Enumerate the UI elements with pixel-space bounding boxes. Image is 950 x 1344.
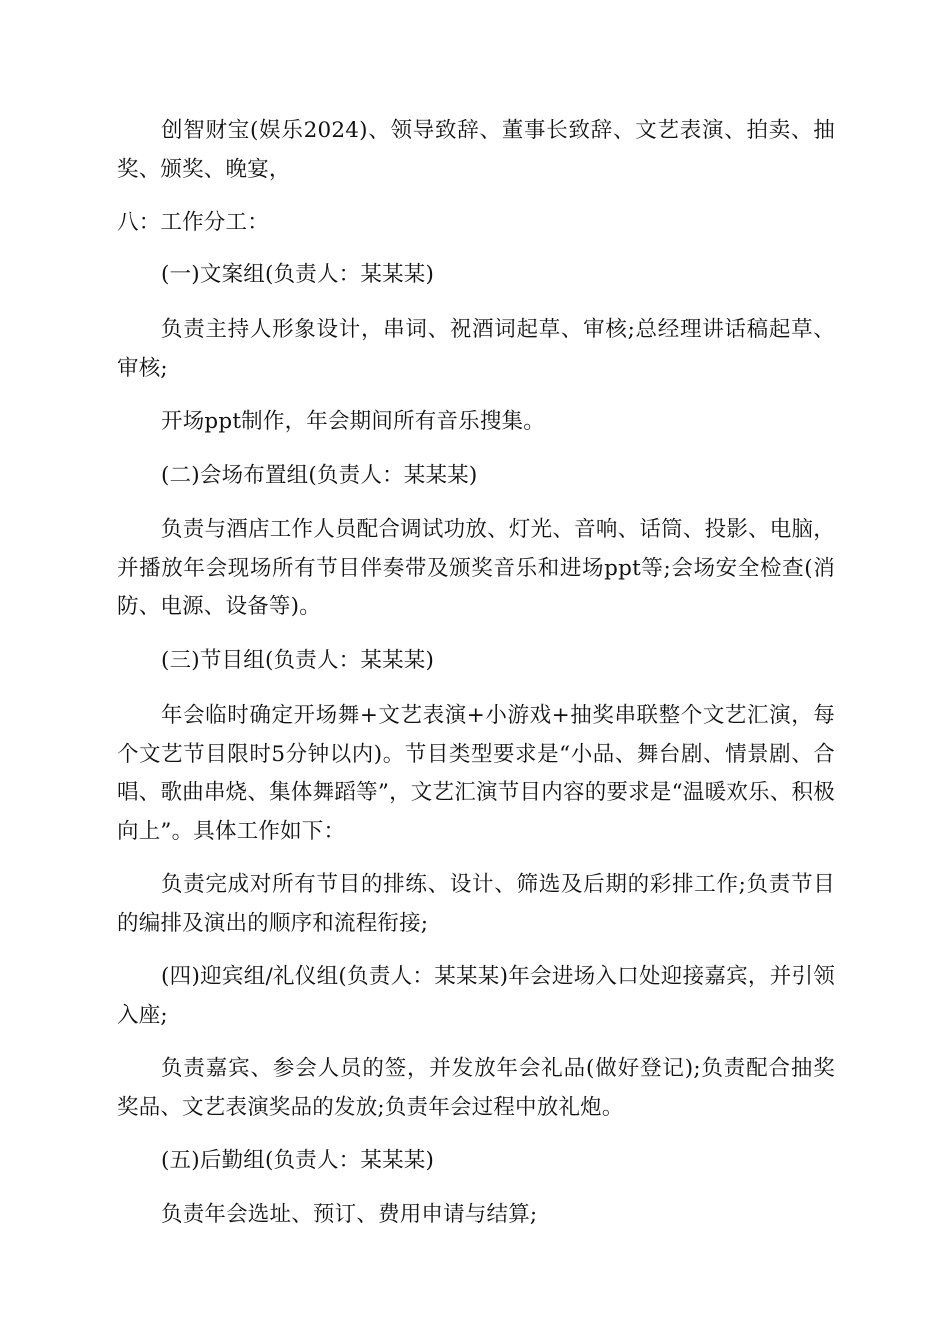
paragraph-program-items: 创智财宝(娱乐2024)、领导致辞、董事长致辞、文艺表演、拍卖、抽奖、颁奖、晚宴， [117,118,835,182]
paragraph-program-requirements: 年会临时确定开场舞+文艺表演+小游戏+抽奖串联整个文艺汇演，每个文艺节目限时5分钟以内)。节目类型要求是“小品、舞台剧、情景剧、合唱、歌曲串烧、集体舞蹈等”，文艺汇演节目内容的要求是“温暖欢乐、积极向上”。具体工作如下： [117,703,835,844]
subheading-logistics-group: (五)后勤组(负责人：某某某) [161,1148,435,1173]
subheading-program-group: (三)节目组(负责人：某某某) [161,648,435,673]
paragraph-ppt-music: 开场ppt制作，年会期间所有音乐搜集。 [161,409,545,434]
paragraph-venue-duties: 负责与酒店工作人员配合调试功放、灯光、音响、话筒、投影、电脑，并播放年会现场所有节目伴奏带及颁奖音乐和进场ppt等;会场安全检查(消防、电源、设备等)。 [117,517,835,619]
paragraph-logistics-duties: 负责年会选址、预订、费用申请与结算; [161,1202,538,1227]
subheading-copywriting-group: (一)文案组(负责人：某某某) [161,262,435,287]
paragraph-program-duties: 负责完成对所有节目的排练、设计、筛选及后期的彩排工作;负责节目的编排及演出的顺序和流程衔接; [117,872,835,936]
paragraph-copywriting-duties: 负责主持人形象设计，串词、祝酒词起草、审核;总经理讲话稿起草、审核; [117,317,835,381]
section-heading-work-division: 八：工作分工： [117,210,269,235]
subheading-venue-group: (二)会场布置组(负责人：某某某) [161,463,478,488]
subheading-reception-group: (四)迎宾组/礼仪组(负责人：某某某)年会进场入口处迎接嘉宾，并引领入座; [117,964,835,1028]
paragraph-reception-duties: 负责嘉宾、参会人员的签，并发放年会礼品(做好登记);负责配合抽奖奖品、文艺表演奖品的发放;负责年会过程中放礼炮。 [117,1056,835,1120]
